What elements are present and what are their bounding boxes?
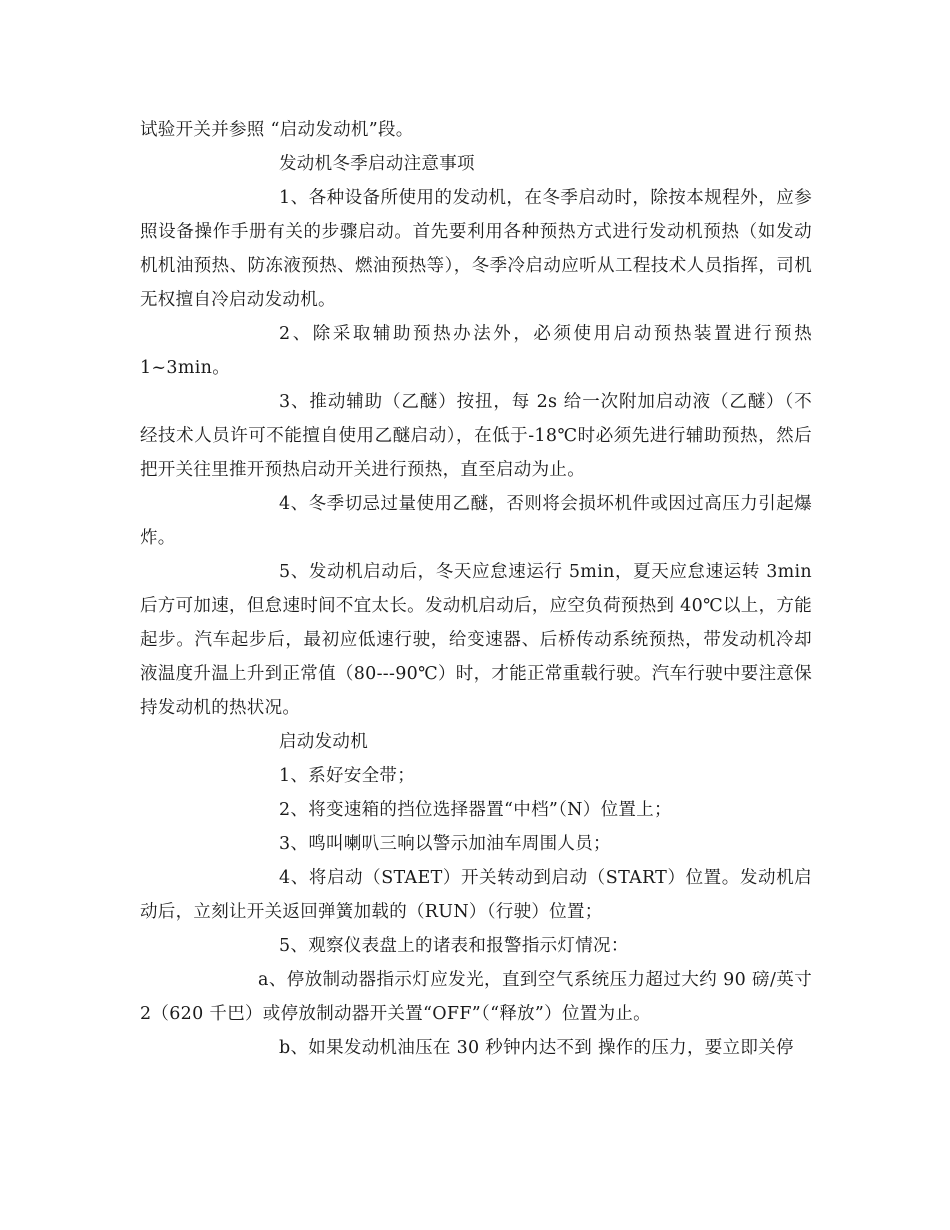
step-5b: b、如果发动机油压在 30 秒钟内达不到 操作的压力，要立即关停 bbox=[279, 1038, 794, 1058]
paragraph-winter-5: 5、发动机启动后，冬天应怠速运行 5min，夏天应怠速运转 3min后方可加速，但怠速时间不宜太长。发动机启动后，应空负荷预热到 40℃以上，方能起步。汽车起步后，最初应低速行驶，给变速器、后桥传动系统预热，带发动机冷却液温度升温上升到正常值（80---90℃）时，才能正常重载行驶。汽车行驶中要注意保持发动机的热状况。 bbox=[140, 562, 812, 718]
step-3: 3、鸣叫喇叭三响以警示加油车周围人员； bbox=[279, 834, 611, 854]
step-2: 2、将变速箱的挡位选择器置“中档”（N）位置上； bbox=[279, 800, 672, 820]
paragraph-winter-3: 3、推动辅助（乙醚）按扭，每 2s 给一次附加启动液（乙醚）（不经技术人员许可不能擅自使用乙醚启动），在低于-18℃时必须先进行辅助预热，然后把开关往里推开预热启动开关进行预热，直至启动为止。 bbox=[140, 392, 812, 480]
step-1: 1、系好安全带； bbox=[279, 766, 416, 786]
paragraph-winter-2: 2、除采取辅助预热办法外，必须使用启动预热装置进行预热1~3min。 bbox=[140, 324, 812, 378]
heading-start-engine: 启动发动机 bbox=[279, 732, 368, 752]
document-page bbox=[140, 113, 812, 1065]
paragraph-winter-1: 1、各种设备所使用的发动机，在冬季启动时，除按本规程外，应参照设备操作手册有关的步骤启动。首先要利用各种预热方式进行发动机预热（如发动机机油预热、防冻液预热、燃油预热等），冬季冷启动应听从工程技术人员指挥，司机无权擅自冷启动发动机。 bbox=[140, 188, 812, 310]
paragraph-intro: 试验开关并参照 “启动发动机”段。 bbox=[140, 120, 414, 140]
step-5a: a、停放制动器指示灯应发光，直到空气系统压力超过大约 90 磅/英寸 2（620 千巴）或停放制动器开关置“OFF”（“释放”）位置为止。 bbox=[140, 970, 812, 1024]
step-5: 5、观察仪表盘上的诸表和报警指示灯情况： bbox=[279, 936, 629, 956]
step-4: 4、将启动（STAET）开关转动到启动（START）位置。发动机启动后，立刻让开关返回弹簧加载的（RUN）（行驶）位置； bbox=[140, 868, 812, 922]
paragraph-winter-4: 4、冬季切忌过量使用乙醚，否则将会损坏机件或因过高压力引起爆炸。 bbox=[140, 494, 812, 548]
heading-winter-start: 发动机冬季启动注意事项 bbox=[279, 154, 475, 174]
